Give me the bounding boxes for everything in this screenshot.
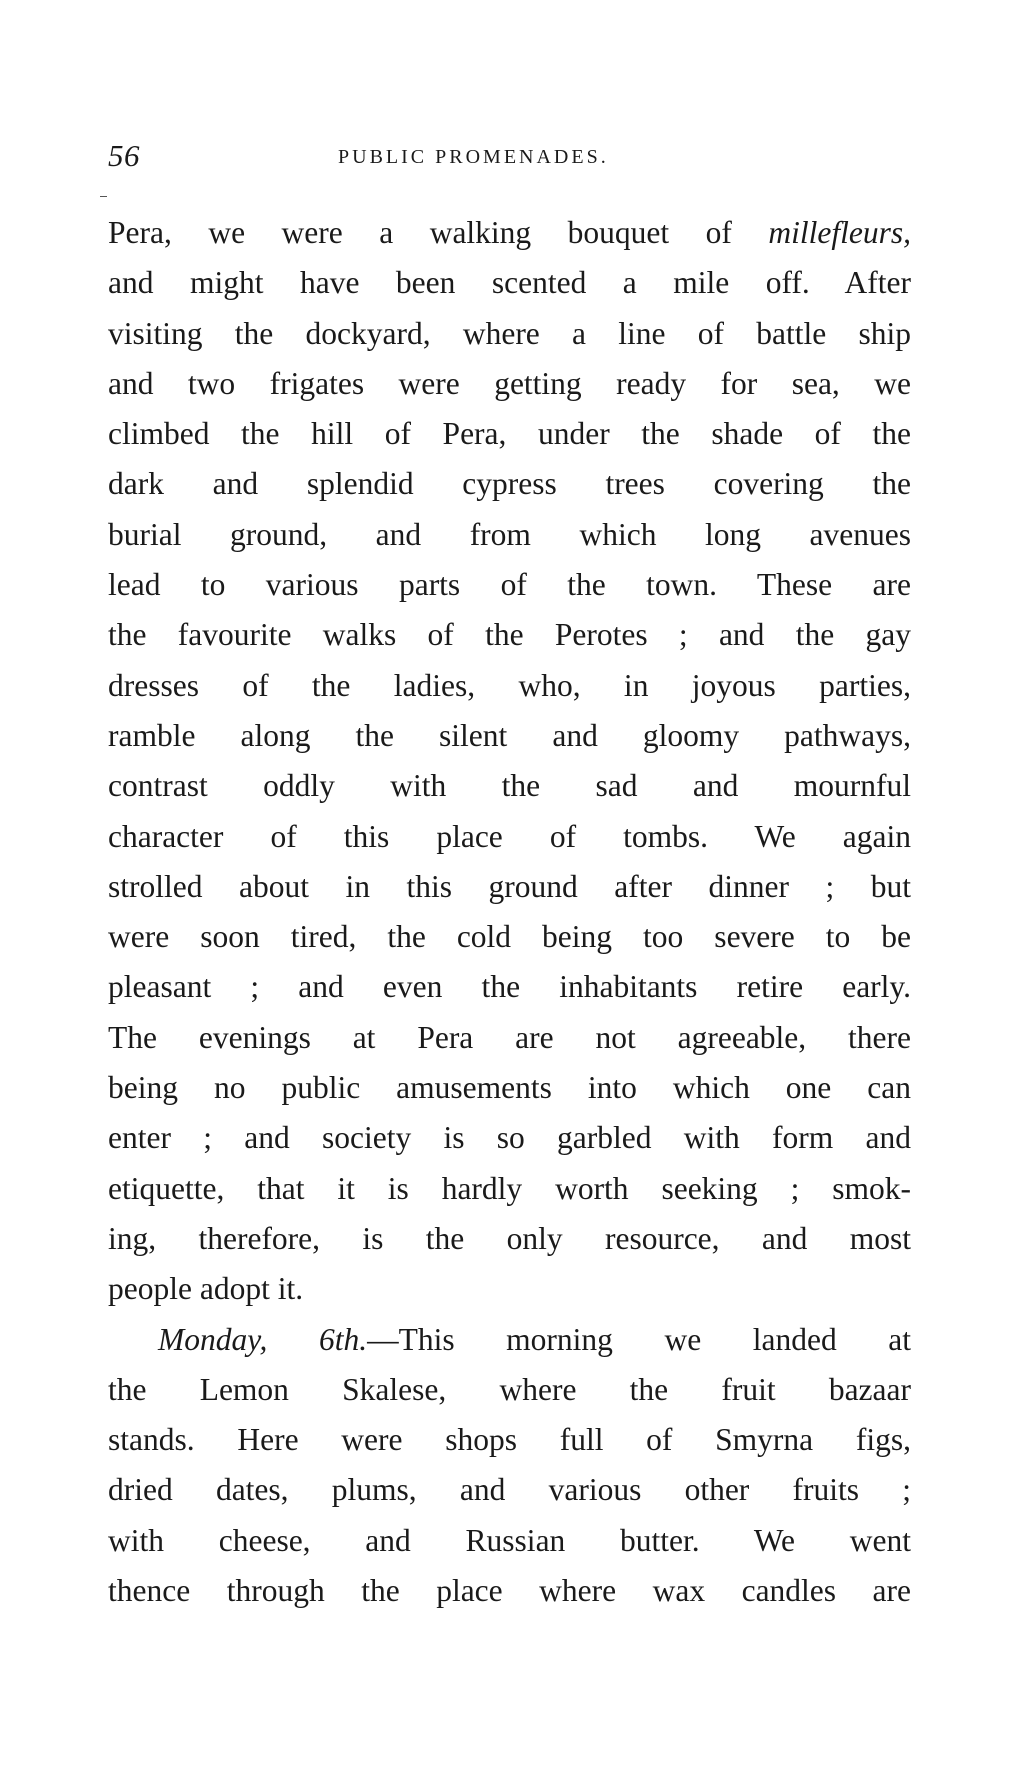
text-line [108,1315,911,1365]
italic-text: millefleurs, [768,215,911,250]
text-line [108,862,911,912]
text-run: the favourite walks of the Perotes ; and the gay [108,617,911,653]
text-run: stands. Here were shops full of Smyrna figs, [108,1422,911,1458]
text-run: Pera, we were a walking bouquet of [108,215,769,250]
paragraph-1 [108,208,911,1315]
text-line [108,560,911,610]
page-header [108,138,908,178]
text-line [108,258,911,308]
text-line [108,1566,911,1616]
text-run: dried dates, plums, and various other fruits ; [108,1472,911,1508]
text-run: contrast oddly with the sad and mournful [108,768,911,804]
text-line [108,661,911,711]
text-line [108,912,911,962]
running-head: PUBLIC PROMENADES. [338,146,609,168]
text-line [108,208,911,258]
body-text [108,208,911,1616]
text-line [108,1113,911,1163]
text-line [108,610,911,660]
print-mark [100,196,107,197]
text-run: thence through the place where wax candles are [108,1573,911,1609]
text-run: climbed the hill of Pera, under the shade of the [108,416,911,452]
text-run: etiquette, that it is hardly worth seeking ; smok- [108,1170,911,1206]
text-run: dresses of the ladies, who, in joyous parties, [108,667,911,703]
text-run: dark and splendid cypress trees covering the [108,466,911,502]
text-run: pleasant ; and even the inhabitants retire early. [108,969,911,1005]
text-line [108,711,911,761]
italic-text: Monday, [158,1321,268,1357]
page-number: 56 [108,138,140,173]
text-line [108,1516,911,1566]
text-run: being no public amusements into which one can [108,1070,911,1106]
text-line [108,409,911,459]
text-line [108,812,911,862]
text-line [108,1465,911,1515]
text-run: —This morning we landed at [367,1321,912,1357]
text-run: character of this place of tombs. We again [108,818,911,854]
text-line [108,459,911,509]
text-line [108,1365,911,1415]
text-line [108,1214,911,1264]
text-line [108,1063,911,1113]
text-run: strolled about in this ground after dinner ; but [108,868,911,904]
text-line [108,1415,911,1465]
text-run: enter ; and society is so garbled with form and [108,1120,911,1156]
text-run: The evenings at Pera are not agreeable, there [108,1019,911,1055]
text-line [108,359,911,409]
text-run: lead to various parts of the town. These are [108,567,911,603]
text-run: and might have been scented a mile off. After [108,265,911,301]
text-run: people adopt it. [108,1271,304,1307]
text-run: visiting the dockyard, where a line of battle ship [108,315,911,351]
text-run: ing, therefore, is the only resource, and most [108,1220,911,1256]
text-line [108,1264,911,1314]
text-line [108,761,911,811]
paragraph-2 [108,1315,911,1617]
text-line [108,309,911,359]
text-line [108,1164,911,1214]
text-run: burial ground, and from which long avenues [108,516,911,552]
text-run: and two frigates were getting ready for sea, we [108,365,911,401]
text-line [108,1013,911,1063]
text-run: ramble along the silent and gloomy pathways, [108,717,911,753]
italic-text: 6th. [318,1321,368,1357]
text-run: were soon tired, the cold being too severe to be [108,919,911,955]
text-run: with cheese, and Russian butter. We went [108,1522,911,1558]
text-line [108,510,911,560]
text-line [108,962,911,1012]
text-run [267,1322,319,1357]
text-run: the Lemon Skalese, where the fruit bazaar [108,1371,911,1407]
